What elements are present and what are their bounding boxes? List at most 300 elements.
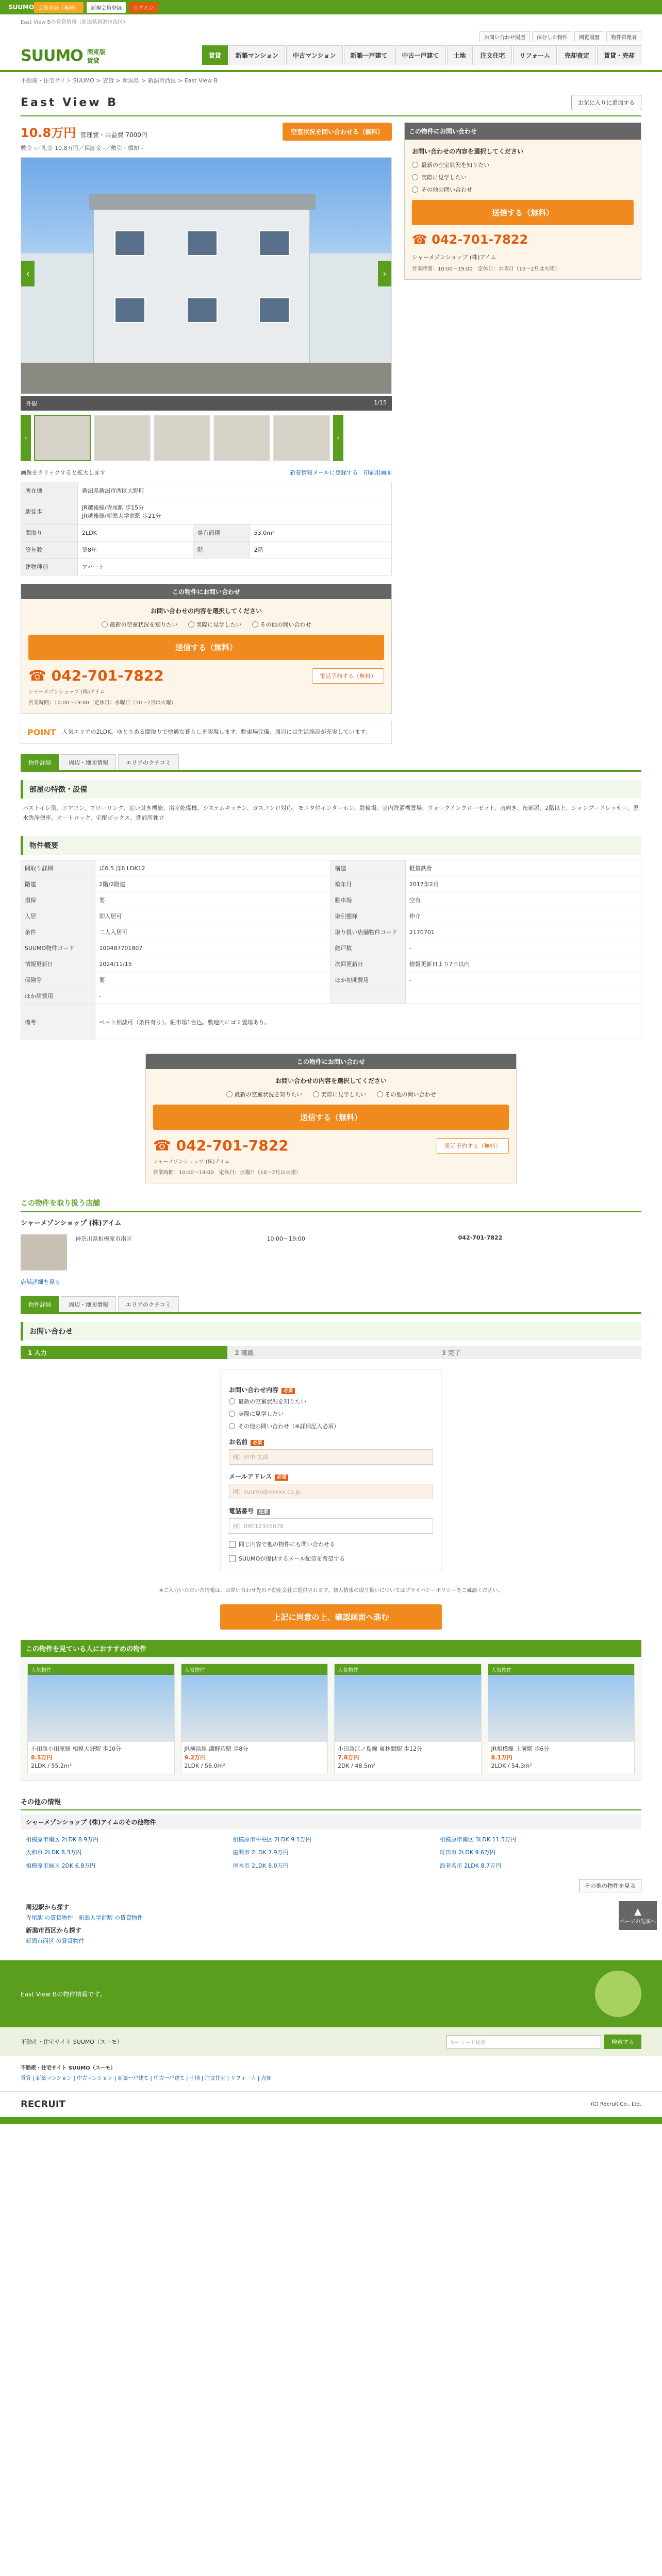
header-links [202, 31, 641, 65]
card-text [335, 1742, 481, 1774]
card-tag: 人気物件 [335, 1664, 481, 1675]
nav-rent[interactable]: 賃貸 [202, 45, 228, 65]
option-label: 実際に見学したい [321, 1091, 367, 1098]
mid-options [153, 1090, 509, 1098]
radio-circle[interactable] [229, 1398, 235, 1404]
new-register-button[interactable]: 新規会員登録 [87, 2, 126, 13]
card-spec: 2LDK / 56.0m² [184, 1762, 225, 1770]
nav-new-house[interactable]: 新築一戸建て [344, 45, 394, 65]
card-image [335, 1675, 481, 1742]
thumbnail[interactable] [273, 415, 330, 461]
info-value: 53.0m² [250, 524, 391, 541]
radio-circle[interactable] [412, 162, 418, 168]
recommend-heading: この物件を見ている人におすすめの物件 [21, 1640, 641, 1657]
form-option[interactable] [229, 1422, 433, 1430]
title-row [21, 89, 641, 116]
mid-tel-row [153, 1137, 509, 1154]
option-label: 最新の空室状況を知りたい [109, 621, 178, 628]
shop-section [21, 1195, 641, 1286]
recommend-card[interactable] [27, 1664, 175, 1774]
footer-link-list[interactable]: 賃貸 | 新築マンション | 中古マンション | 新築一戸建て | 中古一戸建て | 土地 | 注文住宅 | リフォーム | 売却 [21, 2076, 272, 2082]
area-name: 関東版 [87, 48, 106, 56]
step-input: 1 入力 [21, 1346, 227, 1359]
info-label: 駅徒歩 [21, 499, 78, 524]
form-notes: ※ご入力いただいた情報は、お問い合わせ先の不動産会社に提供されます。個人情報の取り扱いについてはプライバシーポリシーをご確認ください。 [159, 1588, 503, 1594]
mid-shop-name: シャーメゾンショップ (株)アイム [153, 1159, 230, 1165]
detail-table [21, 860, 641, 1040]
recruit-logo: RECRUIT [21, 2099, 65, 2110]
property-title: East View B [21, 96, 118, 109]
window [187, 230, 218, 256]
detail-label: 次回更新日 [331, 956, 405, 972]
mid-shop-hours: 営業時間：10:00〜19:00 定休日：水曜日（10〜2月は火曜） [153, 1170, 301, 1176]
remark-value: ペット相談可（条件有り）。駐車場1台込。敷地内にゴミ置場あり。 [95, 1004, 641, 1040]
form-option[interactable] [229, 1397, 433, 1405]
radio-circle[interactable] [377, 1091, 383, 1097]
recommend-card[interactable] [334, 1664, 482, 1774]
shop-hours: 10:00〜19:00 [267, 1235, 305, 1243]
enlarge-note: 画像をクリックすると拡大します [21, 469, 106, 476]
photo-links [21, 468, 392, 477]
info-label: 建物種別 [21, 558, 78, 575]
nav-new-mansion[interactable]: 新築マンション [229, 45, 285, 65]
q-label-text: お問い合わせ内容 [229, 1386, 279, 1394]
nav-rent-sale[interactable]: 賃貸・売却 [597, 45, 641, 65]
photo-count: 1/15 [374, 399, 387, 406]
rent-value: 10.8万円 [21, 126, 76, 140]
right-column [404, 123, 641, 744]
main-nav [202, 45, 641, 65]
tel-reserve-button[interactable]: 電話予約する（無料） [312, 668, 384, 684]
shop-detail-link[interactable]: 店舗詳細を見る [21, 1279, 60, 1286]
thumb-next-button[interactable]: › [333, 415, 343, 461]
detail-value: 仲介 [405, 908, 641, 924]
detail-label: 間取り詳細 [21, 860, 95, 876]
recommend-card[interactable] [181, 1664, 328, 1774]
footer-banner [0, 1960, 662, 2027]
nav-sale[interactable]: 売却査定 [558, 45, 596, 65]
more-row [21, 1879, 641, 1892]
required-badge: 必須 [282, 1388, 295, 1394]
window [259, 297, 290, 323]
tel-input[interactable]: 例）09012345678 [229, 1518, 433, 1534]
add-favorite-button[interactable]: お気に入りに追加する [571, 95, 641, 110]
detail-value: 2170701 [405, 924, 641, 940]
vacancy-inquiry-button[interactable]: 空室状況を問い合わせる（無料） [283, 123, 392, 141]
other-property-link[interactable]: 海老名市 2LDK 8.7万円 [439, 1862, 501, 1869]
form-option[interactable] [229, 1410, 433, 1418]
info-value [78, 499, 392, 524]
info-value: 2LDK [78, 524, 193, 541]
card-tag: 人気物件 [28, 1664, 174, 1675]
radio-circle[interactable] [313, 1091, 319, 1097]
management-fee: 管理費・共益費 7000円 [80, 131, 147, 139]
price-row [21, 123, 392, 141]
card-image [28, 1675, 174, 1742]
option-label: 実際に見学したい [238, 1411, 284, 1418]
form-submit-button[interactable]: 上記に同意の上、確認画面へ進む [220, 1604, 442, 1630]
detail-value: 2階/2階建 [95, 876, 331, 892]
window [259, 230, 290, 256]
mascot-icon [595, 1971, 641, 2017]
detail-value: 空有 [405, 892, 641, 908]
detail-label: 保険等 [21, 972, 95, 988]
card-price: 7.8万円 [338, 1754, 359, 1761]
area-heading: 新潟市西区から探す [26, 1927, 82, 1935]
other-heading: その他の情報 [21, 1793, 641, 1810]
form-steps [21, 1346, 641, 1359]
other-property-link[interactable]: 相模原市緑区 2DK 6.8万円 [26, 1862, 96, 1869]
detail-label: 構造 [331, 860, 405, 876]
shop-name: シャーメゾンショップ (株)アイム [28, 689, 105, 695]
nav-land[interactable]: 土地 [447, 45, 473, 65]
card-name: 小田急小田原線 相模大野駅 歩10分 [31, 1745, 121, 1753]
detail-row [21, 924, 641, 940]
basic-info-table [21, 482, 392, 575]
station-line: JR越後線/新潟大学前駅 歩21分 [82, 513, 161, 519]
point-text: 人気エリアの2LDK。ゆとりある間取りで快適な暮らしを実現します。駐車場完備、周辺には生活施設が充実しています。 [62, 728, 371, 735]
detail-row [21, 956, 641, 972]
radio-circle[interactable] [102, 621, 108, 628]
inquiry-form [21, 1322, 641, 1630]
card-spec: 2DK / 48.5m² [338, 1762, 375, 1770]
email-input[interactable]: 例）suumo@xxxxx.co.jp [229, 1484, 433, 1499]
detail-tabs-2 [21, 1296, 641, 1314]
detail-label: 階建 [21, 876, 95, 892]
remark-label: 備考 [21, 1004, 95, 1040]
option-other[interactable] [377, 1090, 436, 1098]
form-inner [220, 1369, 442, 1571]
step-confirm: 2 確認 [227, 1346, 434, 1359]
thumb-prev-button[interactable]: ‹ [21, 415, 31, 461]
option-label: その他の問い合わせ [385, 1091, 436, 1098]
thumbnail[interactable] [94, 415, 151, 461]
page-tagline: East View Bの賃貸情報（新潟県新潟市西区） [21, 20, 128, 25]
checkbox-label: 同じ内容で他の物件にも問い合わせる [239, 1541, 335, 1548]
window [114, 297, 145, 323]
other-property-link[interactable]: 厚木市 2LDK 8.0万円 [233, 1862, 289, 1869]
scroll-top-label: ページの先頭へ [620, 1919, 656, 1925]
form-body [21, 1359, 641, 1582]
tab-detail[interactable]: 物件詳細 [21, 1296, 59, 1312]
detail-label: ほか初期費用 [331, 972, 405, 988]
other-property-link[interactable]: 座間市 2LDK 7.9万円 [233, 1849, 289, 1856]
nav-used-house[interactable]: 中古一戸建て [395, 45, 446, 65]
card-name: JR横浜線 淵野辺駅 歩8分 [184, 1745, 249, 1753]
member-register-button[interactable]: 会員登録（無料） [34, 2, 84, 13]
inquiry-history-link[interactable]: お問い合わせ履歴 [479, 31, 530, 42]
form-heading: お問い合わせ [21, 1322, 641, 1341]
shop-address: 神奈川県相模原市南区 [75, 1235, 132, 1243]
footer-search-row [0, 2027, 662, 2056]
tel-number: ☎ 042-701-7822 [28, 667, 164, 684]
recruit-row [0, 2091, 662, 2117]
detail-label: 損保 [21, 892, 95, 908]
arrow-up-icon: ▲ [634, 1906, 641, 1917]
card-spec: 2LDK / 54.3m² [491, 1762, 532, 1770]
thumbnail-strip [21, 411, 392, 465]
detail-label: 取引態様 [331, 908, 405, 924]
email-label-text: メールアドレス [229, 1473, 272, 1481]
contact-header: この物件にお問い合わせ [21, 584, 391, 599]
detail-value: 要 [95, 892, 331, 908]
thumbnail[interactable] [213, 415, 270, 461]
checkbox[interactable] [229, 1555, 236, 1562]
info-label: 所在地 [21, 482, 78, 499]
photo-caption: 外観 [26, 400, 37, 407]
detail-row [21, 940, 641, 956]
features-text: バストイレ別、エアコン、フローリング、追い焚き機能、浴室乾燥機、システムキッチン、ガスコンロ対応、モニタ付インターホン、駐輪場、室内洗濯機置場、ウォークインクローゼット、南向き、角部屋、2階以上、シャンプードレッサー、温水洗浄便座、オートロック、宅配ボックス、洗面所独立 [23, 805, 639, 821]
info-label: 階 [193, 541, 250, 558]
site-logo[interactable] [21, 47, 106, 65]
nearby-station-link[interactable]: 寺尾駅 の賃貸物件 新潟大学前駅 の賃貸物件 [26, 1914, 143, 1922]
window [114, 230, 145, 256]
info-label: 間取り [21, 524, 78, 541]
side-question: お問い合わせの内容を選択してください [412, 148, 524, 155]
footer-links [0, 2056, 662, 2091]
detail-label: SUUMO物件コード [21, 940, 95, 956]
name-label [229, 1437, 433, 1446]
other-property-link[interactable]: 町田市 2LDK 9.6万円 [439, 1849, 495, 1856]
card-text [181, 1742, 328, 1774]
side-option[interactable] [412, 161, 634, 169]
detail-value: 2024/11/15 [95, 956, 331, 972]
side-shop-hours: 営業時間：10:00〜19:00 定休日：水曜日（10〜2月は火曜） [412, 266, 560, 272]
footer-site-title: 不動産・住宅サイト SUUMO（スーモ） [21, 2039, 123, 2046]
top-brand: SUUMO [8, 4, 35, 11]
detail-row [21, 988, 641, 1004]
breadcrumb[interactable]: 不動産・住宅サイト SUUMO > 賃貸 > 新潟県 > 新潟市西区 > East View B [21, 77, 218, 84]
option-label: 最新の空室状況を知りたい [234, 1091, 303, 1098]
tab-detail[interactable]: 物件詳細 [21, 754, 59, 770]
other-subheading: シャーメゾンショップ (株)アイムのその他物件 [21, 1815, 641, 1829]
name-input[interactable]: 例）田中 太郎 [229, 1449, 433, 1465]
tab-map[interactable]: 周辺・地図情報 [61, 754, 116, 770]
features-heading: 部屋の特徴・設備 [21, 780, 641, 799]
info-label: 築年数 [21, 541, 78, 558]
manager-link[interactable]: 物件管理者 [606, 31, 641, 42]
radio-circle[interactable] [229, 1411, 235, 1417]
detail-value: - [405, 940, 641, 956]
nav-reform[interactable]: リフォーム [513, 45, 557, 65]
side-submit-button[interactable]: 送信する（無料） [412, 200, 634, 225]
photo-caption-bar [21, 396, 392, 411]
detail-label: 条件 [21, 924, 95, 940]
shop-tel: 042-701-7822 [458, 1234, 503, 1242]
option-label: 最新の空室状況を知りたい [421, 162, 489, 168]
same-inquiry-checkbox[interactable] [229, 1540, 433, 1548]
shop-photo [21, 1234, 67, 1270]
detail-label: 情報更新日 [21, 956, 95, 972]
radio-circle[interactable] [188, 621, 194, 628]
option-label: その他の問い合わせ（※詳細記入必須） [238, 1423, 340, 1430]
mid-question: お問い合わせの内容を選択してください [275, 1077, 387, 1085]
card-image [488, 1675, 635, 1742]
contact-submit-button[interactable]: 送信する（無料） [28, 635, 384, 660]
detail-row [21, 972, 641, 988]
tab-review[interactable]: エリアのクチコミ [118, 754, 179, 770]
footer-links-title: 不動産・住宅サイト SUUMO（スーモ） [21, 2065, 116, 2072]
mid-tel-reserve-button[interactable]: 電話予約する（無料） [437, 1138, 509, 1154]
nav-used-mansion[interactable]: 中古マンション [286, 45, 342, 65]
thumbnail[interactable] [34, 415, 91, 461]
info-value: 新潟県新潟市西区大野町 [78, 482, 392, 499]
option-label: 実際に見学したい [421, 174, 467, 181]
tel-row [28, 667, 384, 684]
thumbnail[interactable] [154, 415, 210, 461]
tel-value: 042-701-7822 [51, 667, 164, 684]
detail-label: 総戸数 [331, 940, 405, 956]
checkbox-label: SUUMOが提供するメール配信を希望する [239, 1555, 345, 1563]
detail-label: 駐車場 [331, 892, 405, 908]
side-option[interactable] [412, 185, 634, 194]
detail-heading: 物件概要 [21, 836, 641, 855]
rent-price [21, 123, 147, 141]
checkbox[interactable] [229, 1541, 236, 1548]
copyright: (C) Recruit Co., Ltd. [591, 2102, 641, 2108]
prev-photo-button[interactable]: ‹ [21, 261, 35, 286]
step-complete: 3 完了 [435, 1346, 641, 1359]
footer-intro: East View Bの物件情報です。 [21, 1990, 106, 1998]
area-type: 賃貸 [87, 57, 100, 64]
detail-value: 要 [95, 972, 331, 988]
card-text [28, 1742, 174, 1774]
optional-badge: 任意 [257, 1509, 270, 1515]
saved-properties-link[interactable]: 保存した物件 [532, 31, 572, 42]
card-name: JR相模線 上溝駅 歩6分 [491, 1745, 550, 1753]
next-photo-button[interactable]: › [378, 261, 391, 286]
option-visit[interactable] [188, 620, 242, 629]
tab-review[interactable]: エリアのクチコミ [118, 1296, 179, 1312]
other-property-link[interactable]: 相模原市中央区 2LDK 9.1万円 [233, 1836, 311, 1843]
detail-row [21, 876, 641, 892]
nav-custom-house[interactable]: 注文住宅 [474, 45, 512, 65]
login-button[interactable]: ログイン [129, 2, 158, 13]
other-links [21, 1829, 641, 1876]
info-value: 2階 [250, 541, 391, 558]
detail-tabs [21, 754, 641, 772]
print-link[interactable]: 印刷用画面 [363, 469, 392, 476]
detail-row [21, 908, 641, 924]
card-tag: 人気物件 [488, 1664, 635, 1675]
email-label [229, 1472, 433, 1481]
detail-value: - [95, 988, 331, 1004]
other-property-link[interactable]: 相模原市南区 3LDK 11.5万円 [439, 1836, 516, 1843]
tel-value: 042-701-7822 [176, 1137, 289, 1155]
radio-circle[interactable] [229, 1423, 235, 1429]
header [21, 28, 641, 70]
left-column [21, 123, 392, 744]
point-label: POINT [27, 727, 56, 737]
tab-map[interactable]: 周辺・地図情報 [61, 1296, 116, 1312]
tel-label-text: 電話番号 [229, 1507, 254, 1515]
top-bar [0, 0, 662, 14]
detail-label: 取り扱い店舗物件コード [331, 924, 405, 940]
area-link[interactable]: 新潟市西区 の賃貸物件 [26, 1938, 85, 1945]
side-option[interactable] [412, 173, 634, 181]
shop-hours: 営業時間：10:00〜19:00 定休日：水曜日（10〜2月は火曜） [28, 700, 176, 706]
main-photo[interactable] [21, 157, 392, 394]
info-value: 築8年 [78, 541, 193, 558]
contact-body [21, 599, 391, 713]
other-property-link[interactable]: 相模原市南区 2LDK 8.9万円 [26, 1836, 99, 1843]
option-vacancy[interactable] [226, 1090, 303, 1098]
option-other[interactable] [252, 620, 311, 629]
card-price: 8.1万円 [491, 1754, 512, 1761]
radio-circle[interactable] [412, 174, 418, 180]
option-label: 実際に見学したい [196, 621, 242, 628]
new-mail-link[interactable]: 新着情報メールに登録する [290, 469, 358, 476]
radio-circle[interactable] [226, 1091, 233, 1097]
scroll-top-button[interactable] [619, 1901, 657, 1930]
other-property-link[interactable]: 大和市 2LDK 8.3万円 [26, 1849, 82, 1856]
shop-card [21, 1227, 641, 1278]
building-image [93, 209, 310, 364]
card-tag: 人気物件 [181, 1664, 328, 1675]
browse-history-link[interactable]: 閲覧履歴 [574, 31, 604, 42]
detail-value: - [405, 972, 641, 988]
deposit-info: 敷金 -／礼金 10.8万円／保証金 -／敷引・償却 - [21, 145, 143, 151]
detail-value: 洋6.5 洋6 LDK12 [95, 860, 331, 876]
recommend-list [21, 1657, 641, 1781]
mid-tel: ☎ 042-701-7822 [153, 1137, 289, 1155]
main-columns [21, 123, 641, 744]
side-tel: ☎ 042-701-7822 [412, 232, 528, 247]
footer-search-button[interactable]: 検索する [604, 2035, 641, 2049]
shop-title: この物件を取り扱う店舗 [21, 1195, 641, 1212]
logo-text: SUUMO [21, 47, 83, 65]
nearby-section [21, 1895, 641, 1948]
window [187, 297, 218, 323]
tel-value: 042-701-7822 [432, 232, 528, 247]
radio-circle[interactable] [412, 187, 418, 193]
radio-circle[interactable] [252, 621, 258, 628]
detail-value: 二人入居可 [95, 924, 331, 940]
detail-label: ほか諸費用 [21, 988, 95, 1004]
more-properties-button[interactable]: その他の物件を見る [579, 1879, 641, 1892]
detail-value: 100487701807 [95, 940, 331, 956]
detail-label: 築年月 [331, 876, 405, 892]
detail-value: 即入居可 [95, 908, 331, 924]
detail-row [21, 860, 641, 876]
footer-search-input[interactable]: キーワード検索 [446, 2035, 601, 2048]
info-value: アパート [78, 558, 392, 575]
detail-row [21, 892, 641, 908]
option-vacancy[interactable] [102, 620, 178, 629]
side-shop-name: シャーメゾンショップ (株)アイム [412, 254, 496, 261]
contact-box [21, 584, 392, 714]
info-label: 専有面積 [193, 524, 250, 541]
recommend-card[interactable] [488, 1664, 635, 1774]
side-contact [404, 123, 641, 280]
mail-checkbox[interactable] [229, 1554, 433, 1563]
card-text [488, 1742, 635, 1774]
contact-question: お問い合わせの内容を選択してください [150, 607, 262, 615]
mid-contact-header: この物件にお問い合わせ [146, 1054, 516, 1069]
building-roof [89, 194, 316, 210]
mid-contact-body [146, 1069, 516, 1183]
option-visit[interactable] [313, 1090, 367, 1098]
card-spec: 2LDK / 55.2m² [31, 1762, 72, 1770]
mid-submit-button[interactable]: 送信する（無料） [153, 1105, 509, 1130]
card-price: 8.5万円 [31, 1754, 53, 1761]
card-price: 9.2万円 [184, 1754, 206, 1761]
detail-value [405, 988, 641, 1004]
detail-value: 軽量鉄骨 [405, 860, 641, 876]
option-label: その他の問い合わせ [260, 621, 311, 628]
detail-label: 入居 [21, 908, 95, 924]
top-links [34, 2, 654, 13]
